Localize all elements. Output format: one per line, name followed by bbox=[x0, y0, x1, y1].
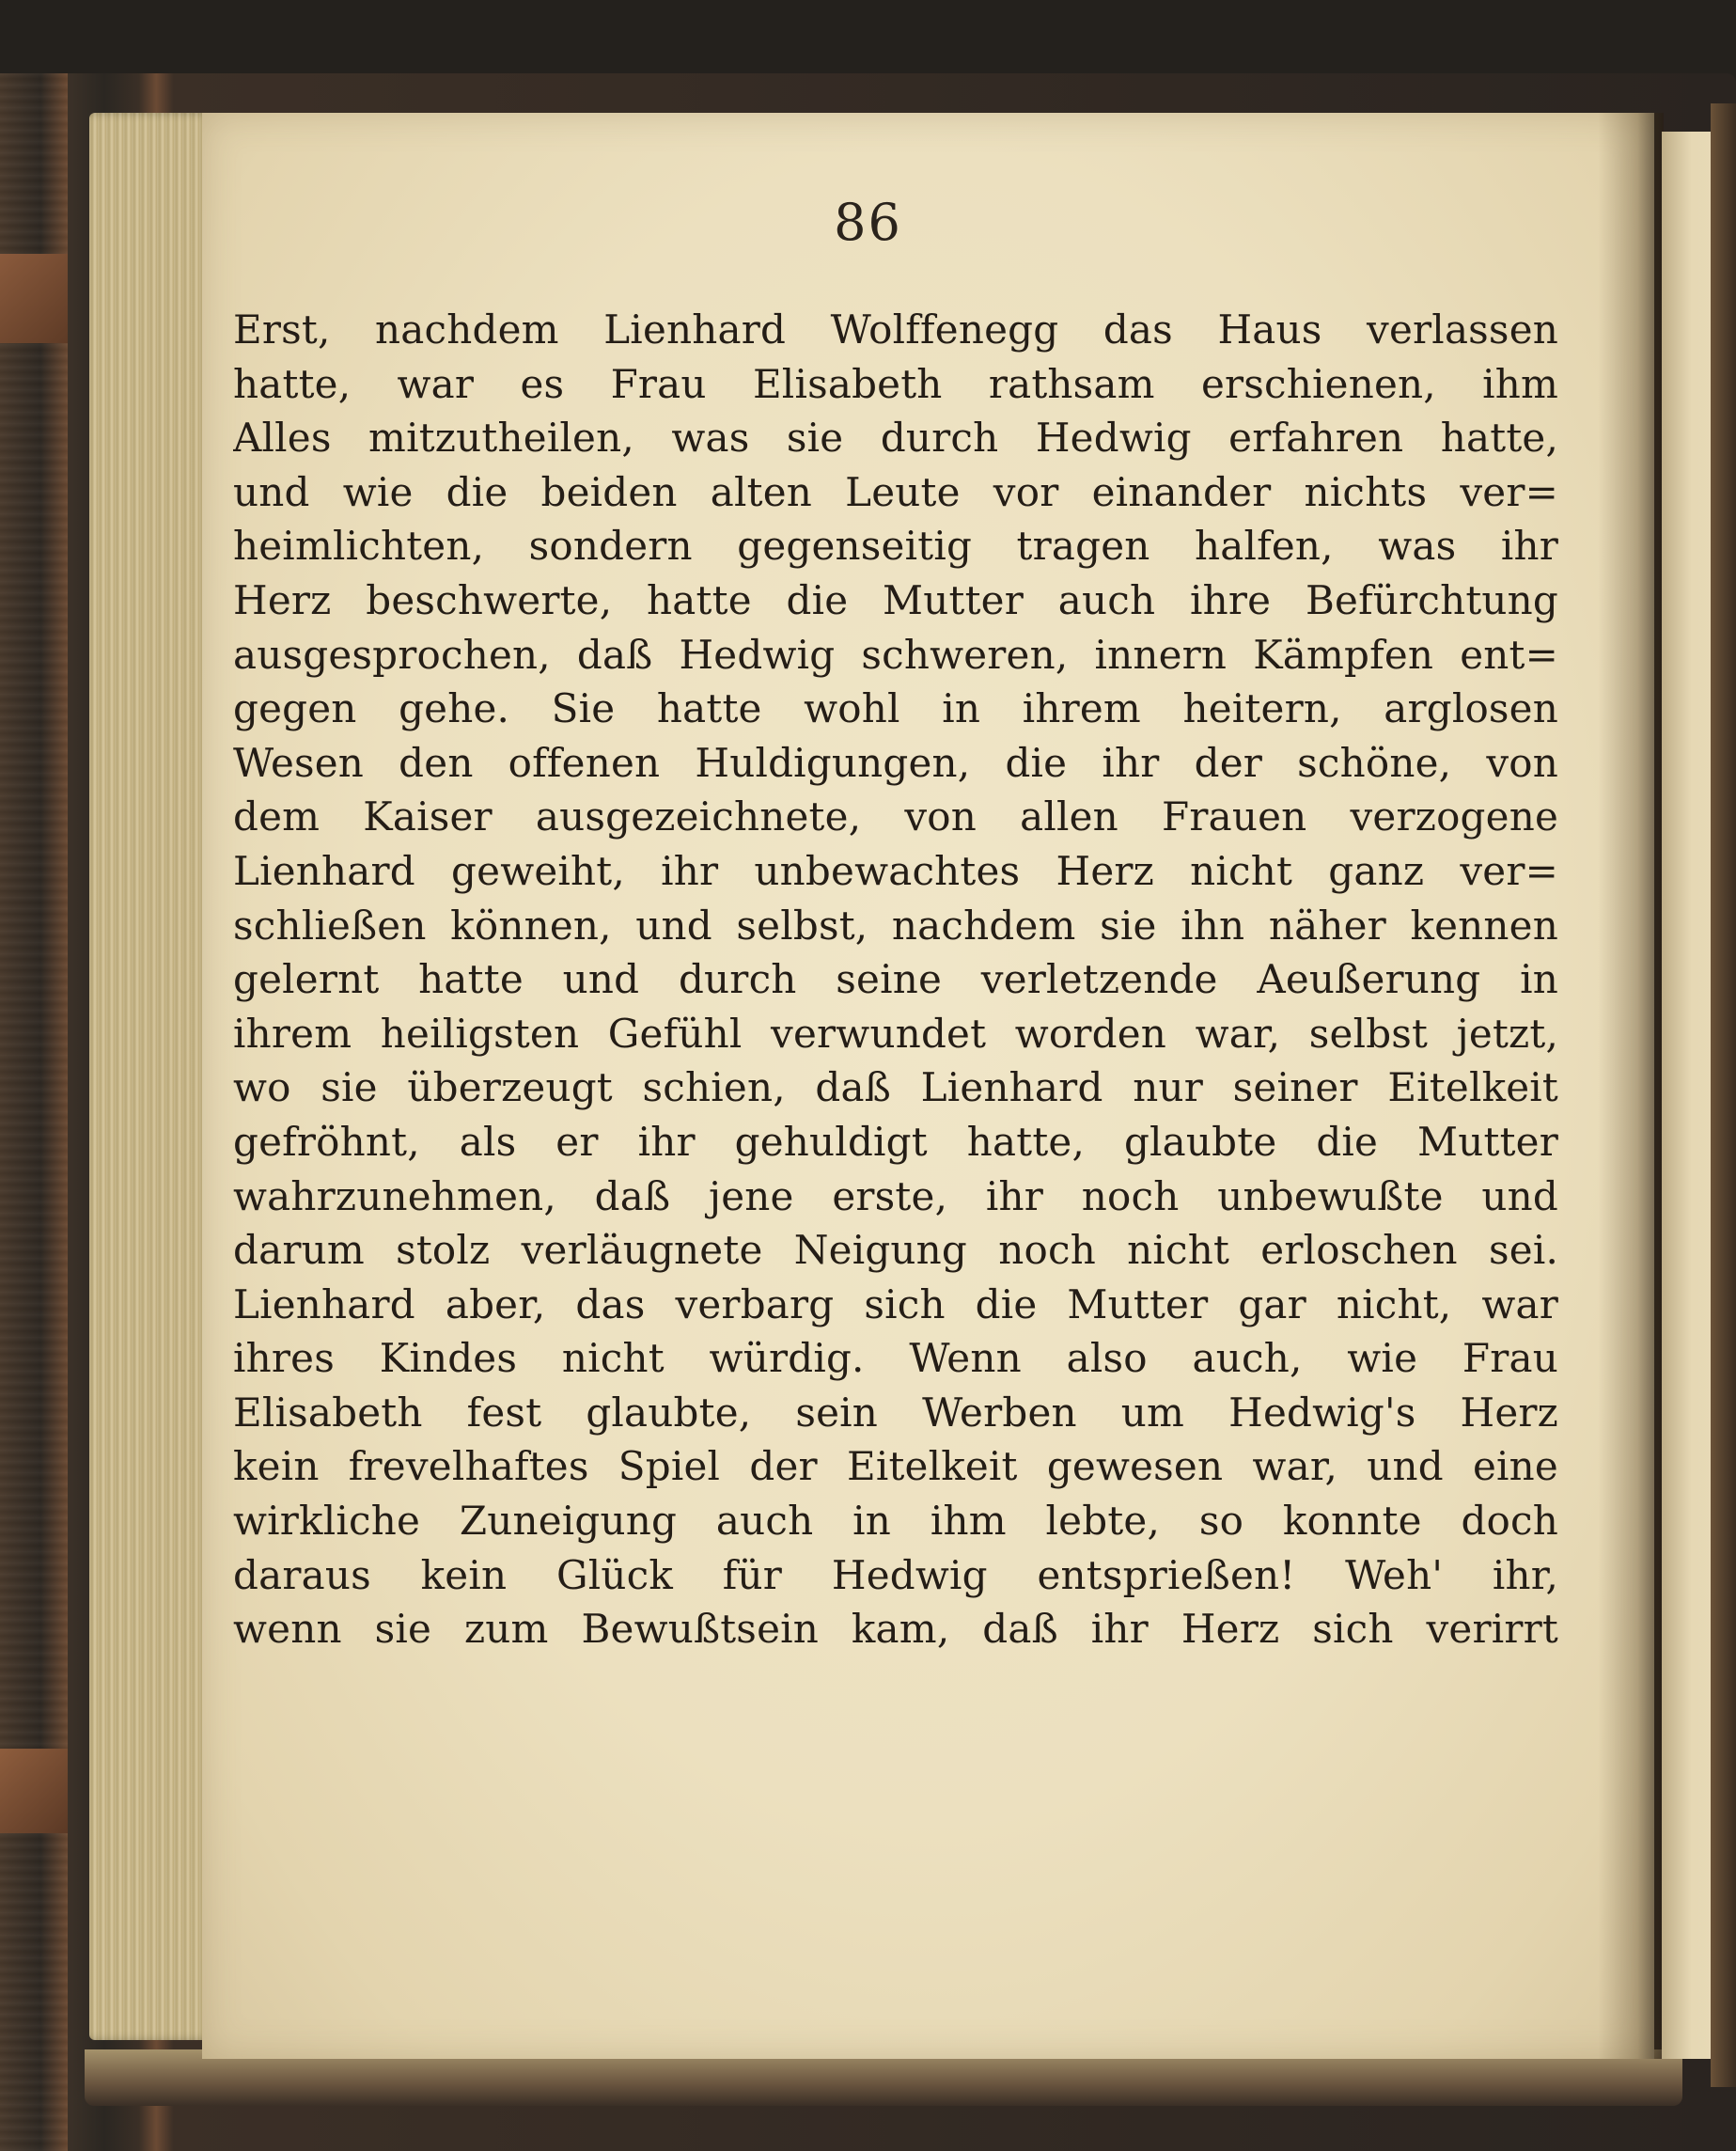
body-text bbox=[233, 303, 1558, 1656]
text-line: darum stolz verläugnete Neigung noch nicht erloschen sei. bbox=[233, 1227, 1558, 1274]
text-line: hatte, war es Frau Elisabeth rathsam erschienen, ihm bbox=[233, 360, 1558, 407]
text-line: Elisabeth fest glaubte, sein Werben um Hedwig's Herz bbox=[233, 1389, 1558, 1436]
page-edges bbox=[89, 113, 216, 2040]
leather-corner-bottom bbox=[0, 1749, 68, 1833]
text-line: wahrzunehmen, daß jene erste, ihr noch unbewußte und bbox=[233, 1172, 1558, 1219]
text-line: Wesen den offenen Huldigungen, die ihr der schöne, von bbox=[233, 739, 1558, 786]
text-line: gefröhnt, als er ihr gehuldigt hatte, glaubte die Mutter bbox=[233, 1118, 1558, 1165]
text-line: heimlichten, sondern gegenseitig tragen halfen, was ihr bbox=[233, 523, 1558, 570]
text-line: kein frevelhaftes Spiel der Eitelkeit gewesen war, und eine bbox=[233, 1443, 1558, 1490]
cover-spine-edge bbox=[0, 73, 68, 2151]
text-line: Lienhard aber, das verbarg sich die Mutter gar nicht, war bbox=[233, 1280, 1558, 1327]
leather-corner-top bbox=[0, 254, 68, 343]
right-cover-edge bbox=[1711, 103, 1736, 2087]
text-line: Herz beschwerte, hatte die Mutter auch ihre Befürchtung bbox=[233, 576, 1558, 623]
text-line: dem Kaiser ausgezeichnete, von allen Frauen verzogene bbox=[233, 793, 1558, 840]
text-line: daraus kein Glück für Hedwig entsprießen! Weh' ihr, bbox=[233, 1551, 1558, 1598]
text-line: ausgesprochen, daß Hedwig schweren, innern Kämpfen ent= bbox=[233, 631, 1558, 678]
text-line: gelernt hatte und durch seine verletzende Aeußerung in bbox=[233, 956, 1558, 1003]
text-line: wirkliche Zuneigung auch in ihm lebte, so konnte doch bbox=[233, 1498, 1558, 1545]
gutter-shadow bbox=[1598, 113, 1664, 2059]
text-line: Lienhard geweiht, ihr unbewachtes Herz nicht ganz ver= bbox=[233, 847, 1558, 894]
text-line: ihres Kindes nicht würdig. Wenn also auch, wie Frau bbox=[233, 1335, 1558, 1382]
text-line: Erst, nachdem Lienhard Wolffenegg das Haus verlassen bbox=[233, 306, 1558, 353]
text-line: Alles mitzutheilen, was sie durch Hedwig erfahren hatte, bbox=[233, 415, 1558, 462]
text-line: ihrem heiligsten Gefühl verwundet worden war, selbst jetzt, bbox=[233, 1010, 1558, 1057]
text-line: wenn sie zum Bewußtsein kam, daß ihr Herz sich verirrt bbox=[233, 1606, 1558, 1653]
text-line: schließen können, und selbst, nachdem sie ihn näher kennen bbox=[233, 902, 1558, 949]
text-line: gegen gehe. Sie hatte wohl in ihrem heitern, arglosen bbox=[233, 685, 1558, 732]
text-line: und wie die beiden alten Leute vor einander nichts ver= bbox=[233, 468, 1558, 515]
page-number: 86 bbox=[834, 193, 902, 252]
text-line: wo sie überzeugt schien, daß Lienhard nur seiner Eitelkeit bbox=[233, 1064, 1558, 1111]
